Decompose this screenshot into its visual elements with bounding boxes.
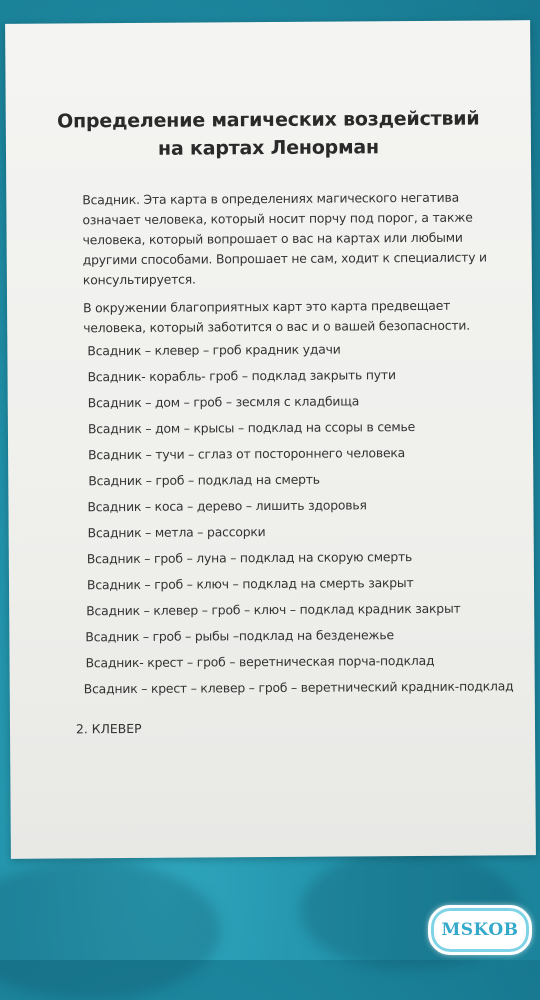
title-line-2: на картах Ленорман <box>157 136 379 160</box>
combination-item: Всадник – гроб – подклад на смерть <box>88 471 320 489</box>
watermark-logo <box>428 905 532 955</box>
combination-item: Всадник – гроб – рыбы –подклад на безденежье <box>85 627 394 645</box>
combination-item: Всадник – тучи – сглаз от постороннего человека <box>88 445 406 463</box>
combination-item: Всадник- корабль- гроб – подклад закрыть пути <box>87 367 396 385</box>
intro-paragraph-2: В окружении благоприятных карт это карта предвещает человека, который заботится о вас и о вашей безопасности. <box>83 297 470 336</box>
fabric-fold <box>0 860 220 1000</box>
paper-sheet <box>5 20 536 859</box>
combination-item: Всадник – дом – гроб – зесмля с кладбища <box>87 393 360 411</box>
combination-item: Всадник – крест – клевер – гроб – веретнический крадник-подклад <box>83 678 514 697</box>
next-section-heading: 2. КЛЕВЕР <box>75 720 142 737</box>
combination-item: Всадник – гроб – ключ – подклад на смерть закрыт <box>86 575 414 593</box>
combination-item: Всадник – клевер – гроб крадник удачи <box>87 341 341 359</box>
title-line-1: Определение магических воздействий <box>56 107 480 133</box>
intro-paragraph-1: Всадник. Эта карта в определениях магического негатива означает человека, который носит порчу под порог, а также человека, который вопрошает о вас на картах или любыми другими способами. Вопрошает не сам, ходит к специалисту и консультируется. <box>82 189 487 288</box>
combination-item: Всадник – коса – дерево – лишить здоровья <box>87 497 367 515</box>
combination-item: Всадник – гроб – луна – подклад на скорую смерть <box>86 549 413 567</box>
combination-item: Всадник – метла – рассорки <box>87 524 266 541</box>
combination-item: Всадник – клевер – гроб – ключ – подклад крадник закрыт <box>86 600 461 619</box>
combination-item: Всадник – дом – крысы – подклад на ссоры в семье <box>87 418 416 437</box>
combinations-list <box>73 335 526 702</box>
intro-text <box>82 187 503 346</box>
combination-item: Всадник- крест – гроб – веретническая порча-подклад <box>85 652 435 671</box>
document-title <box>6 104 531 164</box>
watermark-text: MSKOB <box>441 920 519 940</box>
